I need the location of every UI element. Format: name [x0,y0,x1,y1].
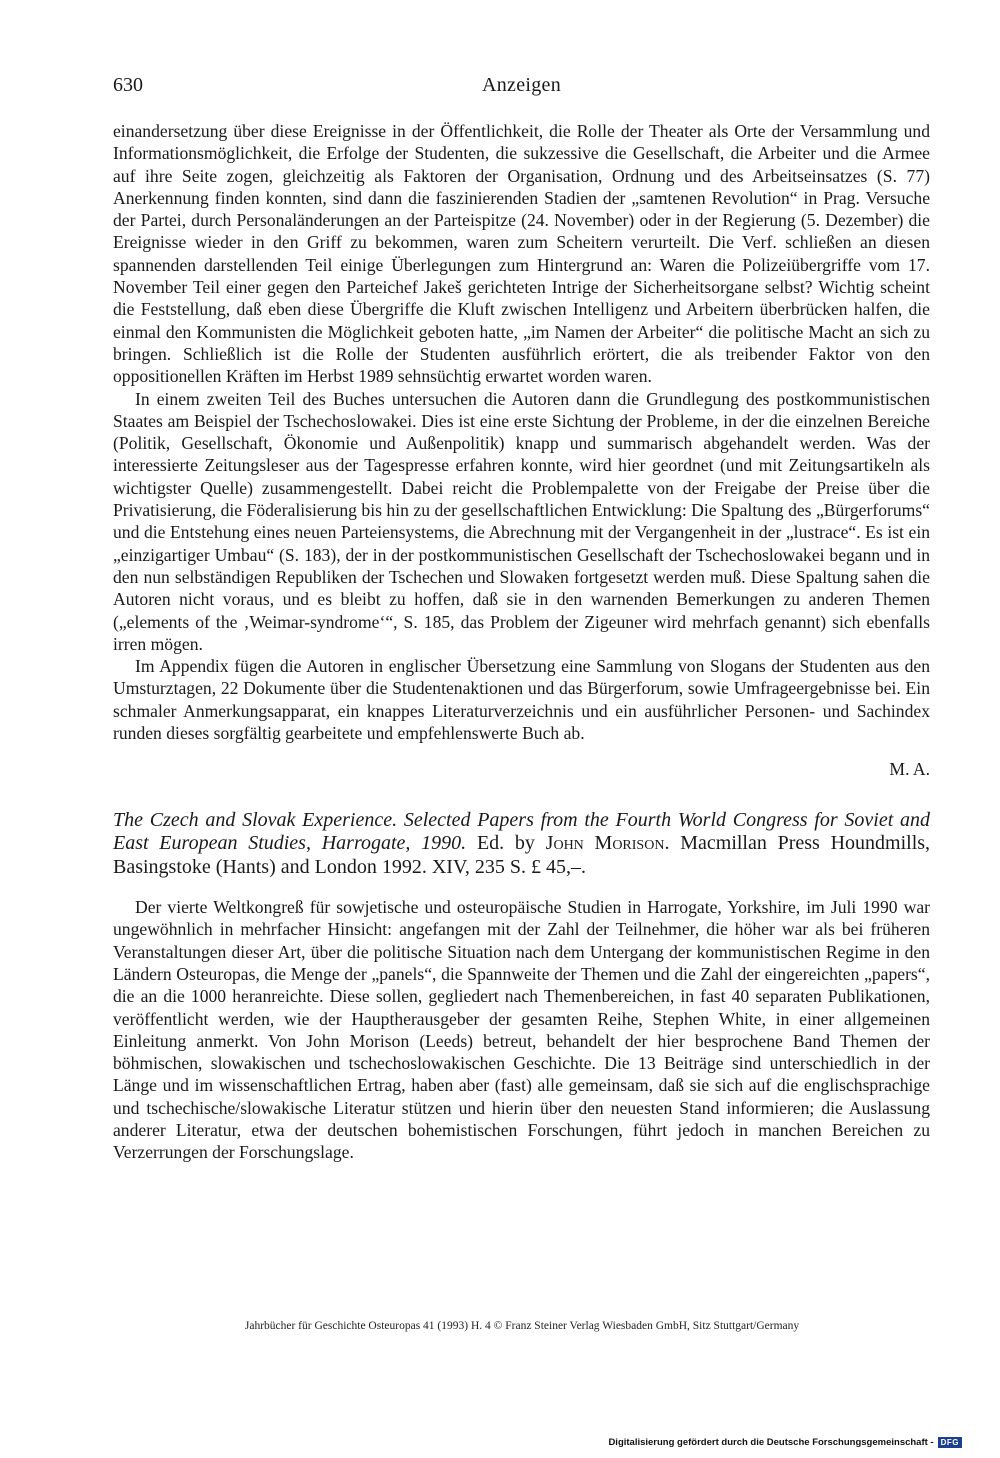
digitization-note [608,1437,962,1448]
running-title: Anzeigen [481,74,562,96]
review2-paragraph: Der vierte Weltkongreß für sowjetische und osteuropäische Studien in Harrogate, Yorkshire, im Juli 1990 war ungewöhnlich in mehrfacher Hinsicht: angefangen mit der Zahl der Teilnehmer, die höher war als bei früheren Veranstaltungen dieser Art, über die politische Situation nach dem Untergang der kommunistischen Regime in den Ländern Osteuropas, die Menge der „panels“, die Spannweite der Themen und die Zahl der eingereichten „papers“, die an die 1000 heranreichte. Diese sollen, gegliedert nach Themenbereichen, in fast 40 separaten Publikationen, veröffentlicht werden, wie der Hauptherausgeber der gesamten Reihe, Stephen White, in einer allgemeinen Einleitung anmerkt. Von John Morison (Leeds) betreut, behandelt der hier besprochene Band Themen der böhmischen, slowakischen und tschechoslowakischen Geschichte. Die 13 Beiträge sind unterschiedlich in der Länge und im wissenschaftlichen Ertrag, haben aber (fast) alle gemeinsam, daß sie sich auf die englischsprachige und tschechische/slowakische Literatur stützen und hierin über den neuesten Stand informieren; die Auslassung anderer Literatur, etwa der deutschen bohemistischen Forschungen, führt jedoch in manchen Bereichen zu Verzerrungen der Forschungslage. [113,897,930,1163]
reviewer-signature: M. A. [889,759,930,780]
review2-publisher: Macmillan Press Houndmills, Basingstoke (Hants) and London 1992. XIV, 235 S. £ 45,–. [113,832,931,878]
review2-editor: John Morison. [545,832,670,855]
page-header [113,74,930,102]
article-body [113,120,930,1164]
journal-citation-footer: Jahrbücher für Geschichte Osteuropas 41 (1993) H. 4 © Franz Steiner Verlag Wiesbaden GmbH, Sitz Stuttgart/Germany [244,1320,800,1332]
dfg-logo: DFG [938,1437,962,1448]
review1-paragraph-1: einandersetzung über diese Ereignisse in der Öffentlichkeit, die Rolle der Theater als Orte der Versammlung und Informationsmöglichkeit, die Erfolge der Studenten, die sukzessive die Gesellschaft, die Arbeiter und die Armee auf ihre Seite zogen, gleichzeitig als Faktoren der Organisation, Ordnung und des Arbeitseinsatzes (S. 77) Anerkennung finden konnten, sind dann die faszinierenden Stadien der „samtenen Revolution“ in Prag. Versuche der Partei, durch Personaländerungen an der Parteispitze (24. November) oder in der Regierung (5. Dezember) die Ereignisse wieder in den Griff zu bekommen, waren zum Scheitern verurteilt. Die Verf. schließen an diesen spannenden darstellenden Teil einige Überlegungen zum Hintergrund an: Waren die Polizeiübergriffe vom 17. November Teil einer gegen den Parteichef Jakeš gerichteten Intrige der Sicherheitsorgane selbst? Wichtig scheint die Feststellung, daß eben diese Übergriffe die Kluft zwischen Intelligenz und Arbeitern überbrücken halfen, die einmal den Kommunisten die Möglichkeit geboten hatte, „im Namen der Arbeiter“ die politische Macht an sich zu bringen. Schließlich ist die Rolle der Studenten ausführlich erörtert, die als treibender Faktor von den oppositionellen Kräften im Herbst 1989 sehnsüchtig erwartet worden waren. [113,121,930,387]
page-number: 630 [113,74,143,96]
review1-paragraph-2: In einem zweiten Teil des Buches untersuchen die Autoren dann die Grundlegung des postkommunistischen Staates am Beispiel der Tschechoslowakei. Dies ist eine erste Sichtung der Probleme, in der die einzelnen Bereiche (Politik, Gesellschaft, Ökonomie und Außenpolitik) knapp und summarisch abgehandelt werden. Was der interessierte Zeitungsleser aus der Tagespresse erfahren konnte, wird hier geordnet (und mit Zeitungsartikeln als wichtigster Quelle) zusammengestellt. Dabei reicht die Problempalette von der Freigabe der Preise über die Privatisierung, die Föderalisierung bis hin zu der gesellschaftlichen Entwicklung: Die Spaltung des „Bürgerforums“ und die Entstehung eines neuen Parteiensystems, die Abrechnung mit der Vergangenheit in der „lustrace“. Es ist ein „einzigartiger Umbau“ (S. 183), der in der postkommunistischen Gesellschaft der Tschechoslowakei begann und in den nun selbständigen Republiken der Tschechen und Slowaken fortgesetzt werden muß. Diese Spaltung sahen die Autoren nicht voraus, und es bleibt zu hoffen, daß sie in den warnenden Bemerkungen zu anderen Themen („elements of the ‚Weimar-syndrome‘“, S. 185, das Problem der Zigeuner wird mehrfach genannt) sich ebenfalls irren mögen. [113,388,930,654]
review2-ed-prefix: Ed. by [476,832,535,855]
review2-book-title: The Czech and Slovak Experience. Selected Papers from the Fourth World Congress for Soviet and East European Studies, Harrogate, 1990. [113,808,930,855]
review2-bibliographic-entry [113,809,930,880]
review1-paragraph-3: Im Appendix fügen die Autoren in englischer Übersetzung eine Sammlung von Slogans der Studenten aus den Umsturztagen, 22 Dokumente über die Studentenaktionen und das Bürgerforum, sowie Umfrageergebnisse bei. Ein schmaler Anmerkungsapparat, ein knappes Literaturverzeichnis und ein ausführlicher Personen- und Sachindex runden dieses sorgfältig gearbeitete und empfehlenswerte Buch ab. [113,656,930,744]
digitization-note-text: Digitalisierung gefördert durch die Deutsche Forschungsgemeinschaft - [608,1437,934,1448]
